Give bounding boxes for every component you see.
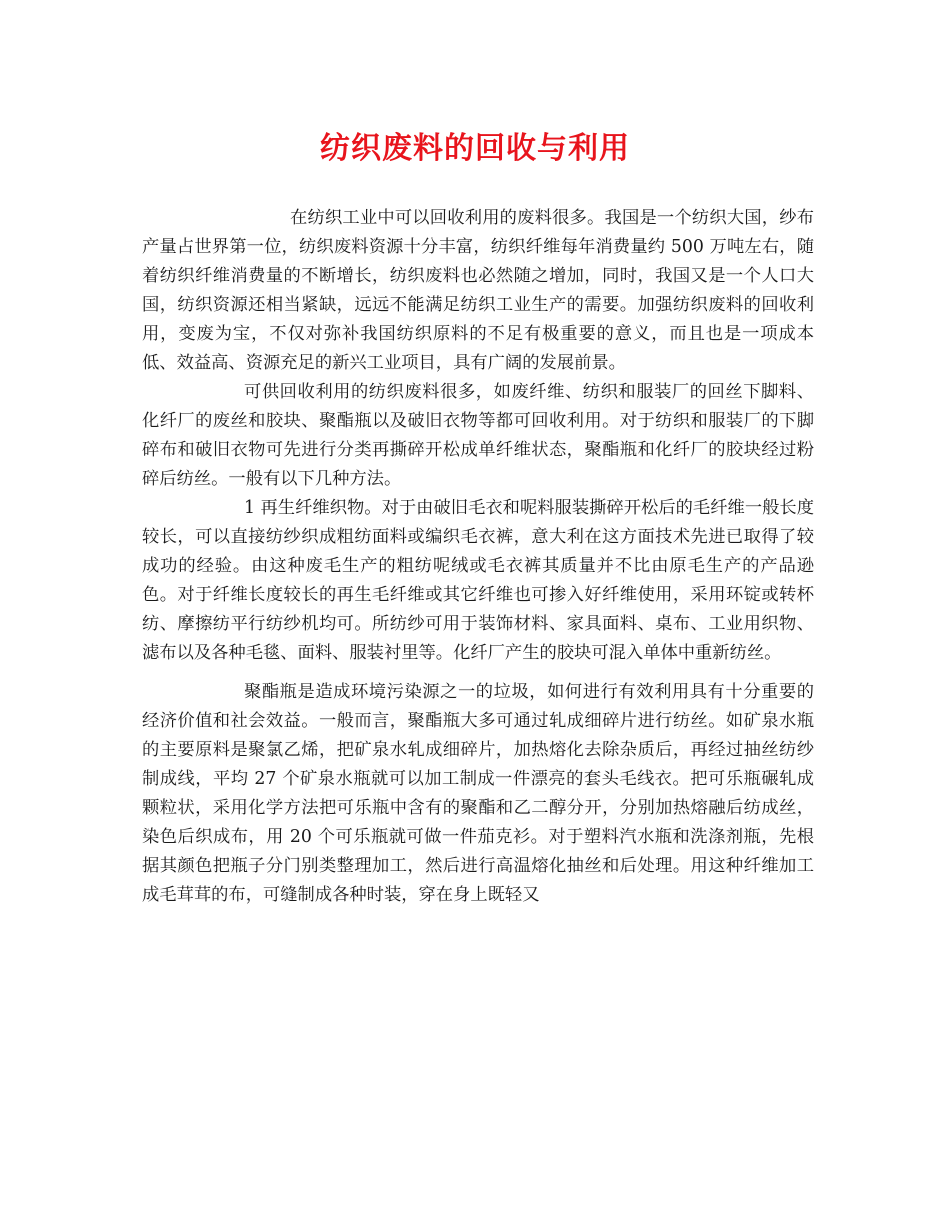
paragraph-polyester-bottles: 聚酯瓶是造成环境污染源之一的垃圾，如何进行有效利用具有十分重要的经济价值和社会效益。一般而言，聚酯瓶大多可通过轧成细碎片进行纺丝。如矿泉水瓶的主要原料是聚氯乙烯，把矿泉水轧成细碎片，加热熔化去除杂质后，再经过抽丝纺纱制成线，平均 27 个矿泉水瓶就可以加工制成一件漂亮的套头毛线衣。把可乐瓶碾轧成颗粒状，采用化学方法把可乐瓶中含有的聚酯和乙二醇分开，分别加热熔融后纺成丝，染色后织成布，用 20 个可乐瓶就可做一件茄克衫。对于塑料汽水瓶和洗涤剂瓶，先根据其颜色把瓶子分门别类整理加工，然后进行高温熔化抽丝和后处理。用这种纤维加工成毛茸茸的布，可缝制成各种时装，穿在身上既轻又: [142, 682, 814, 905]
paragraph-sources: 可供回收利用的纺织废料很多，如废纤维、纺织和服装厂的回丝下脚料、化纤厂的废丝和胶块、聚酯瓶以及破旧衣物等都可回收利用。对于纺织和服装厂的下脚碎布和破旧衣物可先进行分类再撕碎开松成单纤维状态，聚酯瓶和化纤厂的胶块经过粉碎后纺丝。一般有以下几种方法。: [142, 382, 814, 489]
document-title: 纺织废料的回收与利用: [320, 131, 630, 166]
paragraph-recycled-fiber: 1 再生纤维织物。对于由破旧毛衣和呢料服装撕碎开松后的毛纤维一般长度较长，可以直接纺纱织成粗纺面料或编织毛衣裤，意大利在这方面技术先进已取得了较成功的经验。由这种废毛生产的粗纺呢绒或毛衣裤其质量并不比由原毛生产的产品逊色。对于纤维长度较长的再生毛纤维或其它纤维也可掺入好纤维使用，采用环锭或转杯纺、摩擦纺平行纺纱机均可。所纺纱可用于装饰材料、家具面料、桌布、工业用织物、滤布以及各种毛毯、面料、服装衬里等。化纤厂产生的胶块可混入单体中重新纺丝。: [142, 498, 814, 663]
paragraph-intro: 在纺织工业中可以回收利用的废料很多。我国是一个纺织大国，纱布产量占世界第一位，纺织废料资源十分丰富，纺织纤维每年消费量约 500 万吨左右，随着纺织纤维消费量的不断增长，纺织废料也必然随之增加，同时，我国又是一个人口大国，纺织资源还相当紧缺，远远不能满足纺织工业生产的需要。加强纺织废料的回收利用，变废为宝，不仅对弥补我国纺织原料的不足有极重要的意义，而且也是一项成本低、效益高、资源充足的新兴工业项目，具有广阔的发展前景。: [142, 208, 814, 373]
document-body: [142, 204, 814, 910]
